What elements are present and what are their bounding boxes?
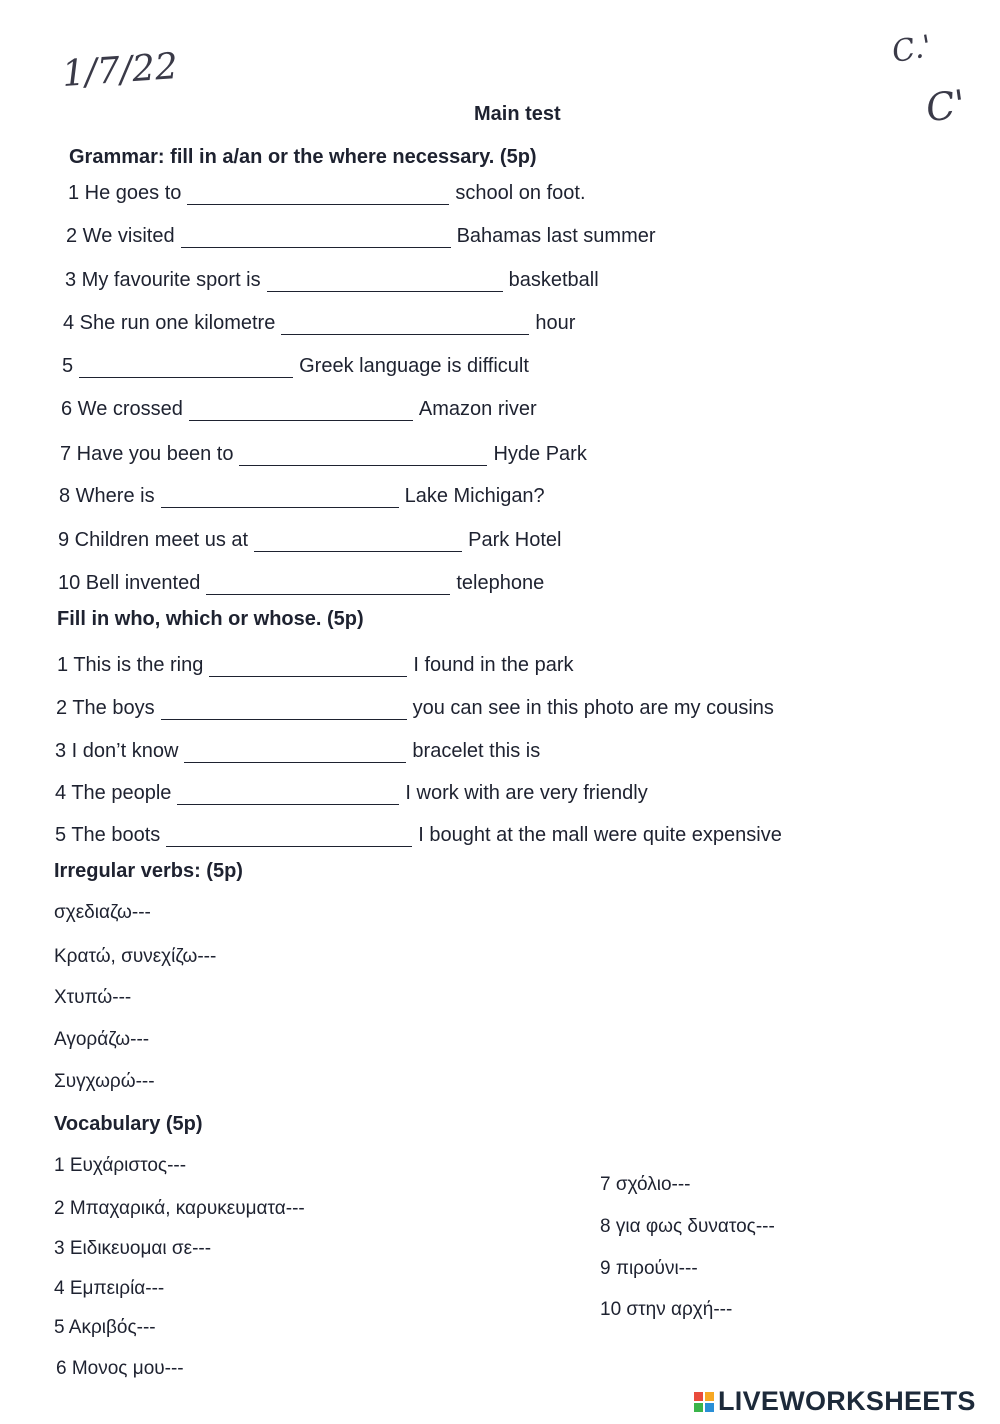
item-text: 4 She run one kilometre bbox=[63, 312, 276, 334]
grammar-item bbox=[59, 485, 545, 508]
grammar-item bbox=[65, 269, 599, 292]
item-text: telephone bbox=[456, 572, 545, 594]
item-text: 8 Where is bbox=[59, 485, 155, 507]
relatives-item bbox=[57, 654, 573, 677]
vocabulary-item: 8 για φως δυνατος--- bbox=[600, 1216, 775, 1237]
vocabulary-item: 6 Μονος μου--- bbox=[56, 1358, 184, 1379]
answer-blank[interactable] bbox=[281, 316, 529, 335]
grammar-item bbox=[61, 398, 537, 421]
item-text: Hyde Park bbox=[493, 443, 587, 465]
logo-square bbox=[694, 1392, 703, 1401]
answer-blank[interactable] bbox=[189, 402, 413, 421]
vocabulary-item: 7 σχόλιο--- bbox=[600, 1174, 691, 1195]
logo-square bbox=[694, 1403, 703, 1412]
relatives-heading: Fill in who, which or whose. (5p) bbox=[57, 608, 364, 630]
answer-blank[interactable] bbox=[254, 533, 462, 552]
item-text: 2 We visited bbox=[66, 225, 175, 247]
relatives-item bbox=[56, 697, 774, 720]
item-text: 3 I don’t know bbox=[55, 740, 179, 762]
item-text: school on foot. bbox=[455, 182, 586, 204]
answer-blank[interactable] bbox=[79, 359, 293, 378]
item-text: I work with are very friendly bbox=[405, 782, 648, 804]
item-text: 7 Have you been to bbox=[60, 443, 234, 465]
item-text: 6 We crossed bbox=[61, 398, 183, 420]
handwritten-date: 1/7/22 bbox=[60, 46, 180, 95]
item-text: 1 He goes to bbox=[68, 182, 182, 204]
handwritten-mark: C' bbox=[923, 81, 969, 131]
handwritten-mark: C.' bbox=[889, 28, 935, 71]
logo-text: LIVEWORKSHEETS bbox=[718, 1386, 976, 1416]
vocabulary-item: 10 στην αρχή--- bbox=[600, 1299, 733, 1320]
item-text: basketball bbox=[508, 269, 599, 291]
answer-blank[interactable] bbox=[267, 273, 503, 292]
item-text: I found in the park bbox=[413, 654, 574, 676]
answer-blank[interactable] bbox=[161, 701, 407, 720]
irregular-item: Συγχωρώ--- bbox=[54, 1071, 155, 1092]
relatives-item bbox=[55, 740, 540, 763]
item-text: 5 The boots bbox=[55, 824, 161, 846]
item-text: 1 This is the ring bbox=[57, 654, 204, 676]
vocabulary-heading: Vocabulary (5p) bbox=[54, 1113, 203, 1135]
item-text: 5 bbox=[62, 355, 74, 377]
grammar-item bbox=[58, 572, 544, 595]
page-title: Main test bbox=[474, 103, 561, 125]
logo-square bbox=[705, 1403, 714, 1412]
item-text: Greek language is difficult bbox=[299, 355, 529, 377]
grammar-item bbox=[58, 529, 561, 552]
vocabulary-item: 1 Ευχάριστος--- bbox=[54, 1155, 187, 1176]
item-text: Bahamas last summer bbox=[456, 225, 656, 247]
grammar-heading: Grammar: fill in a/an or the where necessary. (5p) bbox=[69, 146, 537, 168]
item-text: I bought at the mall were quite expensive bbox=[418, 824, 782, 846]
vocabulary-item: 3 Ειδικευομαι σε--- bbox=[54, 1238, 212, 1259]
logo-squares-icon bbox=[694, 1392, 714, 1412]
irregular-item: Κρατώ, συνεχίζω--- bbox=[54, 946, 217, 967]
grammar-item bbox=[68, 182, 586, 205]
answer-blank[interactable] bbox=[161, 489, 399, 508]
relatives-item bbox=[55, 782, 648, 805]
item-text: bracelet this is bbox=[412, 740, 541, 762]
liveworksheets-logo bbox=[694, 1386, 976, 1417]
item-text: 9 Children meet us at bbox=[58, 529, 249, 551]
answer-blank[interactable] bbox=[166, 828, 412, 847]
grammar-item bbox=[60, 443, 587, 466]
irregular-item: Χτυπώ--- bbox=[54, 987, 132, 1008]
answer-blank[interactable] bbox=[184, 744, 406, 763]
grammar-item bbox=[62, 355, 529, 378]
irregular-heading: Irregular verbs: (5p) bbox=[54, 860, 243, 882]
grammar-item bbox=[66, 225, 656, 248]
vocabulary-item: 4 Εμπειρία--- bbox=[54, 1278, 165, 1299]
item-text: Park Hotel bbox=[468, 529, 562, 551]
vocabulary-item: 2 Μπαχαρικά, καρυκευματα--- bbox=[54, 1198, 305, 1219]
irregular-item: σχεδιαζω--- bbox=[54, 902, 151, 923]
vocabulary-item: 5 Ακριβός--- bbox=[54, 1317, 156, 1338]
irregular-item: Αγοράζω--- bbox=[54, 1029, 150, 1050]
item-text: Lake Michigan? bbox=[404, 485, 545, 507]
relatives-item bbox=[55, 824, 782, 847]
answer-blank[interactable] bbox=[187, 186, 449, 205]
item-text: hour bbox=[535, 312, 576, 334]
logo-square bbox=[705, 1392, 714, 1401]
item-text: 10 Bell invented bbox=[58, 572, 201, 594]
item-text: Amazon river bbox=[418, 398, 537, 420]
item-text: 2 The boys bbox=[56, 697, 155, 719]
item-text: 4 The people bbox=[55, 782, 172, 804]
vocabulary-item: 9 πιρούνι--- bbox=[600, 1258, 698, 1279]
item-text: 3 My favourite sport is bbox=[65, 269, 261, 291]
answer-blank[interactable] bbox=[239, 447, 487, 466]
grammar-item bbox=[63, 312, 575, 335]
answer-blank[interactable] bbox=[206, 576, 450, 595]
item-text: you can see in this photo are my cousins bbox=[412, 697, 774, 719]
answer-blank[interactable] bbox=[209, 658, 407, 677]
answer-blank[interactable] bbox=[177, 786, 399, 805]
answer-blank[interactable] bbox=[181, 229, 451, 248]
